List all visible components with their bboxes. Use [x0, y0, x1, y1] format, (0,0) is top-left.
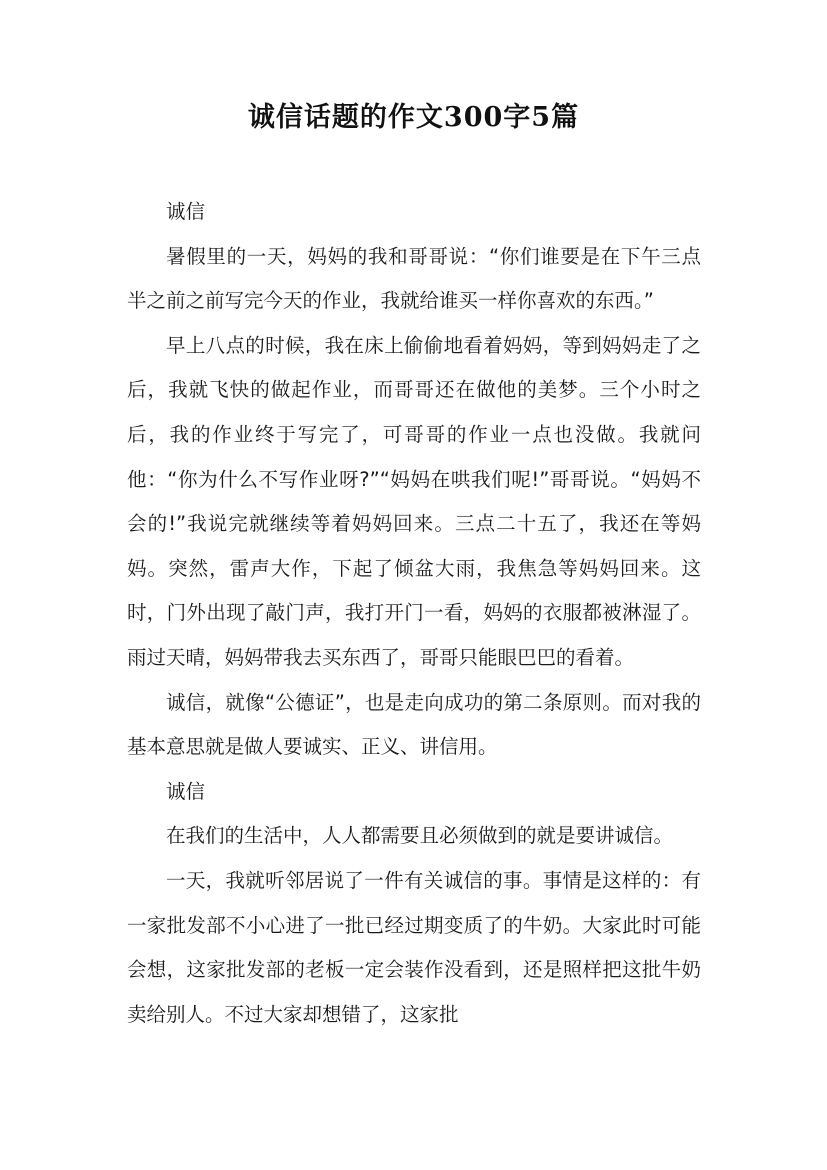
paragraph: 早上八点的时候，我在床上偷偷地看着妈妈，等到妈妈走了之后，我就飞快的做起作业，而哥哥还在做他的美梦。三个小时之后，我的作业终于写完了，可哥哥的作业一点也没做。我就问他：“你为什么不写作业呀?”“妈妈在哄我们呢!”哥哥说。“妈妈不会的!”我说完就继续等着妈妈回来。三点二十五了，我还在等妈妈。突然，雷声大作，下起了倾盆大雨，我焦急等妈妈回来。这时，门外出现了敲门声，我打开门一看，妈妈的衣服都被淋湿了。雨过天晴，妈妈带我去买东西了，哥哥只能眼巴巴的看着。	[127, 333, 701, 669]
section-heading: 诚信	[166, 779, 206, 803]
section-heading: 诚信	[166, 200, 206, 223]
paragraph: 暑假里的一天，妈妈的我和哥哥说：“你们谁要是在下午三点半之前之前写完今天的作业，我就给谁买一样你喜欢的东西。”	[127, 244, 701, 313]
paragraph: 一天，我就听邻居说了一件有关诚信的事。事情是这样的：有一家批发部不小心进了一批已经过期变质了的牛奶。大家此时可能会想，这家批发部的老板一定会装作没看到，还是照样把这批牛奶卖给别人。不过大家却想错了，这家批	[127, 868, 701, 1026]
document-body	[127, 190, 701, 1037]
document-title: 诚信话题的作文300字5篇	[247, 102, 580, 133]
paragraph: 在我们的生活中，人人都需要且必须做到的就是要讲诚信。	[166, 824, 674, 848]
paragraph: 诚信，就像“公德证”，也是走向成功的第二条原则。而对我的基本意思就是做人要诚实、正义、讲信用。	[127, 690, 701, 759]
